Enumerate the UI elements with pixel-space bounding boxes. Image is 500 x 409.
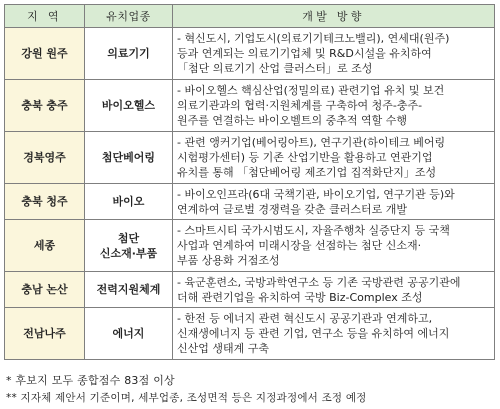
industry-line: 바이오헬스: [101, 99, 156, 112]
industry-line: 신소재·부품: [99, 246, 158, 260]
direction-line: 등과 연계되는 의료기기업체 및 R&D시설을 유치하여: [177, 47, 432, 60]
industry-line: 전력지원체계: [96, 283, 161, 296]
header-direction: 개발 방향: [173, 5, 495, 28]
direction-line: 원주를 연결하는 바이오벨트의 중추적 역할 수행: [177, 114, 408, 127]
header-industry: 유치업종: [85, 5, 173, 28]
industry-cell: [85, 184, 173, 220]
direction-cell: [173, 80, 495, 132]
header-region: 지 역: [5, 5, 85, 28]
direction-line: 부품 상용화 거점조성: [177, 254, 280, 267]
direction-cell: [173, 308, 495, 360]
region-cell: 충남 논산: [5, 272, 85, 308]
direction-cell: [173, 28, 495, 80]
direction-line: 신재생에너지 등 관련 기업, 연구소 등을 유치하여 에너지: [177, 327, 450, 340]
direction-line: 유치를 통해 「첨단베어링 제조기업 집적화단지」조성: [177, 166, 437, 179]
direction-line: - 바이오인프라(6대 국책기관, 바이오기업, 연구기관 등)와: [177, 187, 455, 201]
table-row: [5, 28, 495, 80]
direction-line: - 한전 등 에너지 관련 혁신도시 공공기관과 연계하고,: [177, 312, 433, 325]
industry-cell: [85, 308, 173, 360]
industry-cell: [85, 28, 173, 80]
direction-cell: [173, 132, 495, 184]
direction-line: - 육군훈련소, 국방과학연구소 등 기존 국방관련 공공기관에: [177, 275, 461, 289]
direction-line: - 관련 앵커기업(베어링아트), 연구기관(하이테크 베어링: [177, 136, 446, 149]
direction-line: 연계하여 글로벌 경쟁력을 갖춘 클러스터로 개발: [177, 202, 408, 216]
region-cell: 경북영주: [5, 132, 85, 184]
direction-line: - 혁신도시, 기업도시(의료기기테크노밸리), 연세대(원주): [177, 32, 450, 45]
table-row: [5, 132, 495, 184]
direction-line: 더해 관련기업을 유치하여 국방 Biz-Complex 조성: [177, 290, 423, 304]
table-row: [5, 272, 495, 308]
direction-line: - 스마트시티 국가시범도시, 자율주행차 실증단지 등 국책: [177, 224, 450, 237]
industry-line: 의료기기: [107, 47, 150, 60]
region-cell: 충북 충주: [5, 80, 85, 132]
industry-line: 첨단베어링: [101, 151, 156, 164]
industry-cell: [85, 220, 173, 272]
direction-line: - 바이오헬스 핵심산업(정밀의료) 관련기업 유치 및 보건: [177, 84, 445, 97]
region-cell: 전남나주: [5, 308, 85, 360]
industry-line: 바이오: [112, 195, 145, 208]
region-cell: 충북 청주: [5, 184, 85, 220]
industry-line: 첨단: [117, 231, 140, 245]
table-row: [5, 220, 495, 272]
direction-line: 「첨단 의료기기 산업 클러스터」로 조성: [177, 62, 373, 75]
industry-line: 에너지: [112, 327, 145, 340]
direction-line: 신산업 생태계 구축: [177, 342, 270, 355]
footnote-proposal: ** 지자체 제안서 기준이며, 세부업종, 조성면적 등은 지정과정에서 조정 예정: [6, 392, 367, 404]
table-row: [5, 184, 495, 220]
direction-line: 사업과 연계하여 미래시장을 선점하는 첨단 신소재·: [177, 239, 422, 252]
industry-cell: [85, 80, 173, 132]
direction-line: 의료기관과의 협력·지원체계를 구축하여 청주-충주-: [177, 99, 423, 112]
industry-cell: [85, 132, 173, 184]
development-table: [4, 4, 495, 360]
footnote-score: * 후보지 모두 종합점수 83점 이상: [6, 374, 175, 387]
table-row: [5, 308, 495, 360]
industry-cell: [85, 272, 173, 308]
direction-cell: [173, 272, 495, 308]
direction-cell: [173, 184, 495, 220]
region-cell: 세종: [5, 220, 85, 272]
region-cell: 강원 원주: [5, 28, 85, 80]
table-row: [5, 80, 495, 132]
direction-line: 시험평가센터) 등 기존 산업기반을 활용하고 연관기업: [177, 151, 433, 164]
direction-cell: [173, 220, 495, 272]
table-header: [5, 5, 495, 28]
